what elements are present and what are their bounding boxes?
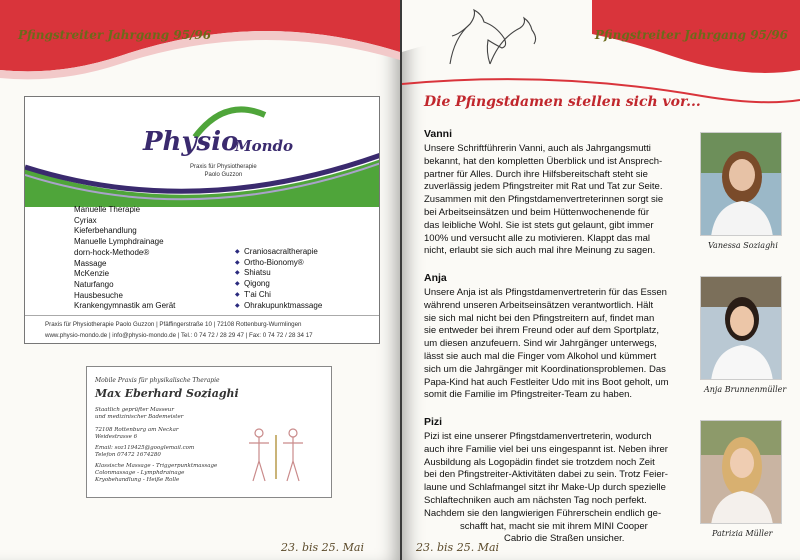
- list-item: ◆ Naturfango: [65, 280, 175, 291]
- card-line: Kryobehandlung - Heiße Rolle: [95, 477, 180, 483]
- right-footer-date: 23. bis 25. Mai: [416, 541, 500, 554]
- person-photo: [700, 420, 782, 524]
- card-name: Max Eberhard Soziaghi: [95, 387, 239, 400]
- ad-footer: [25, 315, 379, 343]
- business-card: [86, 366, 332, 498]
- list-item: ◆ dorn-hock-Methode®: [65, 248, 175, 259]
- list-item: ◆ Krankengymnastik am Gerät: [65, 301, 175, 312]
- person-photo: [700, 132, 782, 236]
- card-line: Telefon 07472 1674280: [95, 452, 161, 458]
- ad-services-right: [235, 247, 322, 311]
- card-line: Colonmassage - Lymphdrainage: [95, 470, 185, 476]
- left-footer-date: 23. bis 25. Mai: [280, 541, 364, 554]
- anatomy-figures-icon: [247, 427, 307, 487]
- person-name: Anja: [424, 272, 447, 284]
- list-item: ◆ Qigong: [235, 279, 322, 290]
- horse-sketch-icon: [430, 8, 540, 68]
- physio-mondo-ad: [24, 96, 380, 344]
- person-name: Pizi: [424, 416, 443, 428]
- list-item: ◆ Ortho-Bionomy®: [235, 258, 322, 269]
- card-line: Email: soz119425@googlemail.com: [95, 445, 195, 451]
- person-description: Unsere Schriftführerin Vanni, auch als Jahrgangsmutti bekannt, hat den kompletten Überblick und ist Ansprech- partner für Alles. Durch ihre Hilfsbereitschaft steht sie zuverlässig jedem Pfingstreiter mit Rat und Tat zur Seite. Zusammen mit den Pfingstdamenvertreterinnen sorgt sie bei Arbeitseinsätzen und beim Hüttenwochenende für das leibliche Wohl. Sie ist stets gut gelaunt, gibt immer 100% und versucht alle zu motivieren. Klappt das mal nicht, erlaubt sie sich auch mal ihre Meinung zu sagen.: [424, 143, 664, 257]
- card-line: Klassische Massage - Triggerpunktmassage: [95, 463, 218, 469]
- header-swoosh: [0, 0, 400, 90]
- card-tagline: Mobile Praxis für physikalische Therapie: [95, 377, 220, 384]
- list-item: ◆ Kieferbehandlung: [65, 226, 175, 237]
- list-item: ◆ Ohrakupunktmassage: [235, 301, 322, 312]
- card-line: Weidestrasse 6: [95, 434, 138, 440]
- list-item: ◆ Hausbesuche: [65, 291, 175, 302]
- ad-logo-mondo: Mondo: [235, 137, 294, 155]
- photo-caption: Anja Brunnenmüller: [704, 385, 787, 394]
- section-title: Die Pfingstdamen stellen sich vor...: [424, 94, 701, 110]
- ad-logo-physio: Physio: [143, 127, 239, 157]
- ad-footer-contact: www.physio-mondo.de | info@physio-mondo.de | Tel.: 0 74 72 / 28 29 47 | Fax: 0 74 72 / 28 34 17: [45, 332, 313, 339]
- person-description: Pizi ist eine unserer Pfingstdamenvertreterin, wodurch auch ihre Familie viel bei uns eingespannt ist. Neben ihrer Ausbildung als Logopädin findet sie trotzdem noch Zeit bei den Pfingstreiter-Aktivitäten dabei zu sein. Trotz Feier- laune und Schlafmangel sitzt ihr Make-Up durch spezielle Schlaftechniken auch am nächsten Tag noch perfekt. Nachdem sie den langwierigen Führerschein endlich ge- schafft hat, macht sie mit ihrem MINI Cooper Cabrio die Straßen unsicher.: [424, 431, 668, 545]
- left-header-title: Pfingstreiter Jahrgang 95/96: [18, 28, 212, 42]
- right-header-title: Pfingstreiter Jahrgang 95/96: [594, 28, 788, 42]
- photo-caption: Patrizia Müller: [712, 529, 773, 538]
- person-photo: [700, 276, 782, 380]
- person-description: Unsere Anja ist als Pfingstdamenvertreterin für das Essen während unseren Arbeitseinsätzen verantwortlich. Hält sie sich mal nicht bei den Pfingstreitern auf, findet man sie entweder bei ihrem Freund oder auf dem Sportplatz, um diesen anzufeuern. Sind wir Jahrgänger unterwegs, lässt sie auch mal die Finger vom Alkohol und kümmert sich um die Jahrgänger mit Koordinationsproblemen. Das Papa-Kind hat auch Festleiter Udo mit ins Boot geholt, um somit die Familie im Pfingstreiter-Team zu haben.: [424, 287, 669, 401]
- list-item: ◆ McKenzie: [65, 269, 175, 280]
- list-item: ◆ Cyriax: [65, 216, 175, 227]
- list-item: ◆ Massage: [65, 259, 175, 270]
- ad-footer-address: Praxis für Physiotherapie Paolo Guzzon | Pfäffingerstraße 10 | 72108 Rottenburg-Wurmlingen: [45, 321, 302, 328]
- list-item: ◆ Manuelle Lymphdrainage: [65, 237, 175, 248]
- right-page: [402, 0, 800, 560]
- list-item: ◆ Shiatsu: [235, 268, 322, 279]
- list-item: ◆ Manuelle Therapie: [65, 205, 175, 216]
- card-line: Staatlich geprüfter Masseur: [95, 407, 174, 413]
- ad-services-left: [65, 205, 175, 312]
- list-item: ◆ Craniosacraltherapie: [235, 247, 322, 258]
- ad-subtitle: Praxis für Physiotherapie Paolo Guzzon: [190, 164, 257, 178]
- photo-caption: Vanessa Soziaghi: [708, 241, 778, 250]
- person-name: Vanni: [424, 128, 453, 140]
- card-line: und medizinischer Bademeister: [95, 414, 184, 420]
- list-item: ◆ T'ai Chi: [235, 290, 322, 301]
- card-line: 72108 Rottenburg am Neckar: [95, 427, 179, 433]
